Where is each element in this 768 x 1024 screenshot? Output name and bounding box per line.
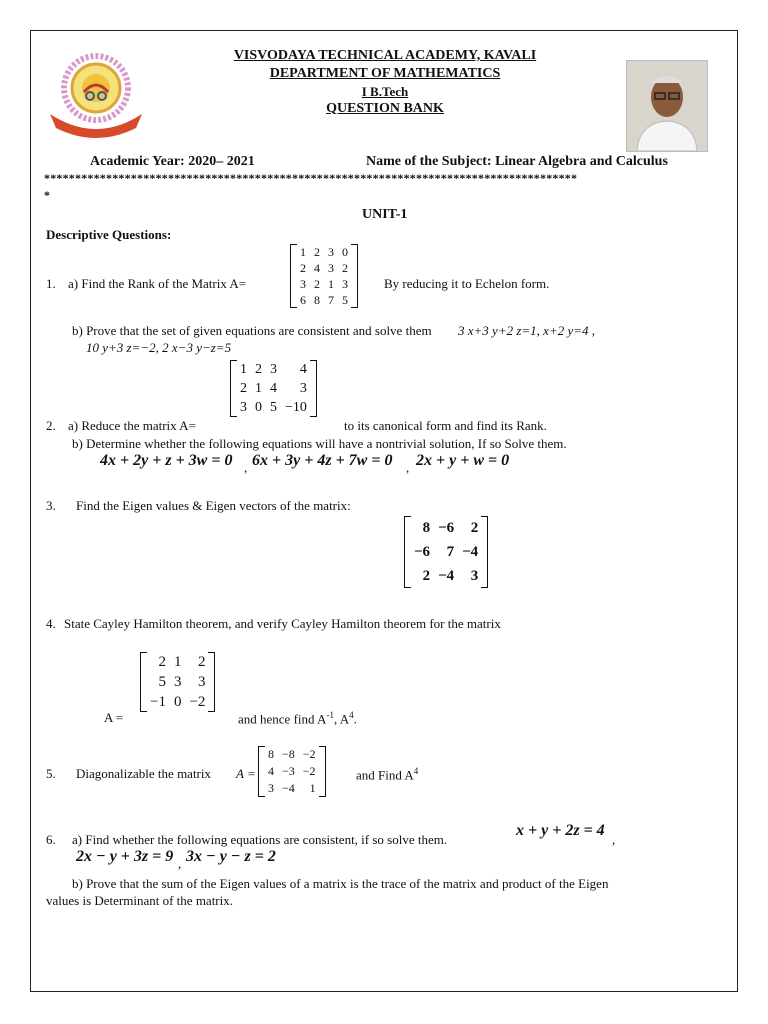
q3-matrix-cell-1-1: 7 (446, 544, 455, 560)
q2-matrix-cell-2-1: 0 (255, 400, 262, 415)
q1-matrix-cell-0-3: 0 (342, 245, 348, 259)
q4-matrix-cell-2-1: 0 (173, 694, 182, 710)
q2-matrix (236, 360, 311, 417)
q3-number: 3. (46, 498, 56, 513)
college-emblem-icon (44, 48, 148, 140)
q4-matrix-cell-1-1: 3 (173, 674, 182, 690)
q4-matrix-bracket-right (208, 652, 215, 712)
q5-matrix-cell-0-2: −2 (302, 747, 316, 761)
q1b-equation-2: 10 y+3 z=−2, 2 x−3 y−z=5 (86, 340, 232, 355)
q1-matrix-cell-3-3: 5 (342, 293, 348, 307)
q6-number: 6. (46, 832, 56, 847)
q5-number: 5. (46, 766, 56, 781)
q2b-comma-1: , (244, 460, 248, 475)
q3-matrix-bracket-right (481, 516, 488, 588)
q4-a-label: A = (104, 710, 124, 725)
q5-matrix-cell-1-0: 4 (268, 764, 274, 778)
q6a-equation-1: x + y + 2z = 4 (516, 822, 605, 839)
subject-name: Name of the Subject: Linear Algebra and Calculus (366, 154, 668, 169)
q1a-after: By reducing it to Echelon form. (384, 276, 550, 291)
q1-matrix-cell-2-1: 2 (314, 277, 320, 291)
q3-matrix-cell-1-2: −4 (462, 544, 479, 560)
academic-year: Academic Year: 2020– 2021 (90, 154, 255, 169)
q4-number: 4. (46, 616, 56, 631)
q4-matrix-cell-0-0: 2 (158, 654, 166, 670)
q4-matrix-cell-1-0: 5 (158, 674, 166, 690)
q2-matrix-cell-1-2: 4 (270, 381, 277, 396)
q5-matrix-cell-2-0: 3 (268, 781, 274, 795)
q1-matrix-cell-2-3: 3 (342, 277, 348, 291)
q5-matrix-bracket-right (319, 746, 326, 797)
q1b-equation-1: 3 x+3 y+2 z=1, x+2 y=4 , (458, 323, 596, 338)
q6a-comma-2: , (178, 856, 182, 871)
q2-matrix-cell-2-3: −10 (285, 400, 307, 415)
q1-matrix-cell-2-0: 3 (300, 277, 306, 291)
q5-matrix-cell-0-1: −8 (282, 747, 295, 761)
q1-matrix-cell-3-1: 8 (314, 293, 320, 307)
q4-matrix-cell-0-2: 2 (197, 654, 206, 670)
q1-matrix-bracket-right (351, 244, 358, 308)
q2-matrix-cell-0-3: 4 (299, 362, 307, 377)
q5-matrix-bracket-left (258, 746, 265, 797)
q6b-line-2: values is Determinant of the matrix. (46, 893, 234, 908)
q2b-text: b) Determine whether the following equations will have a nontrivial solution, If so Solve them. (72, 436, 567, 451)
q2-matrix-cell-1-0: 2 (240, 381, 247, 396)
q2b-equation-2: 6x + 3y + 4z + 7w = 0 (252, 452, 393, 469)
q2b-equation-1: 4x + 2y + z + 3w = 0 (100, 452, 233, 469)
q2a-after: to its canonical form and find its Rank. (344, 418, 547, 433)
q3-matrix-cell-0-1: −6 (438, 520, 455, 536)
q2-matrix-bracket-left (230, 360, 237, 417)
q2b-comma-2: , (406, 460, 410, 475)
q2-matrix-cell-1-1: 1 (255, 381, 262, 396)
q3-matrix-cell-2-1: −4 (438, 568, 455, 584)
q1-matrix-cell-1-3: 2 (342, 261, 348, 275)
q4-matrix-cell-2-2: −2 (189, 694, 206, 710)
q1a-text: a) Find the Rank of the Matrix A= (68, 276, 247, 291)
q5-matrix-cell-0-0: 8 (268, 747, 274, 761)
q1-matrix-cell-2-2: 1 (328, 277, 334, 291)
q4-after: and hence find $A^{-1}$, $A^4$. (238, 710, 357, 727)
q4-matrix (146, 652, 209, 712)
q1-matrix (296, 244, 352, 308)
q6a-equation-3: 3x − y − z = 2 (186, 848, 276, 865)
q6a-text: a) Find whether the following equations are consistent, if so solve them. (72, 832, 448, 847)
q4-matrix-cell-2-0: −1 (150, 694, 166, 710)
q3-matrix-cell-0-2: 2 (470, 520, 479, 536)
q5-matrix-cell-1-2: −2 (302, 764, 316, 778)
q5-a-label: A = (236, 766, 256, 781)
q3-matrix-cell-2-0: 2 (422, 568, 431, 584)
q3-matrix (410, 516, 482, 588)
q4-matrix-cell-1-2: 3 (197, 674, 206, 690)
q5-matrix-cell-2-2: 1 (309, 781, 316, 795)
q3-matrix-bracket-left (404, 516, 411, 588)
q2-matrix-cell-2-2: 5 (270, 400, 277, 415)
doc-type-title: QUESTION BANK (326, 101, 444, 116)
q2-number: 2. (46, 418, 56, 433)
q2-matrix-cell-0-2: 3 (270, 362, 277, 377)
q2a-text: a) Reduce the matrix A= (68, 418, 196, 433)
q2-matrix-cell-0-1: 2 (255, 362, 262, 377)
department-title: DEPARTMENT OF MATHEMATICS (269, 66, 501, 81)
q2b-equation-3: 2x + y + w = 0 (416, 452, 510, 469)
q2-matrix-cell-1-3: 3 (299, 381, 307, 396)
q5-matrix-cell-1-1: −3 (282, 764, 295, 778)
q2-matrix-bracket-right (310, 360, 317, 417)
q5-after: and Find $A^4$ (356, 766, 419, 783)
portrait-photo (626, 60, 708, 152)
q6b-line-1: b) Prove that the sum of the Eigen values of a matrix is the trace of the matrix and product of the Eigen (72, 876, 609, 891)
q1-matrix-cell-3-2: 7 (328, 293, 334, 307)
q1-matrix-cell-0-0: 1 (300, 245, 306, 259)
q2-matrix-cell-2-0: 3 (240, 400, 247, 415)
q1-matrix-bracket-left (290, 244, 297, 308)
q1-matrix-cell-3-0: 6 (300, 293, 306, 307)
q4-text: State Cayley Hamilton theorem, and verify Cayley Hamilton theorem for the matrix (64, 616, 501, 631)
institution-title: VISVODAYA TECHNICAL ACADEMY, KAVALI (233, 48, 537, 63)
section-heading: Descriptive Questions: (46, 227, 172, 242)
q1-matrix-cell-1-1: 4 (314, 261, 320, 275)
q4-matrix-bracket-left (140, 652, 147, 712)
q1-matrix-cell-0-1: 2 (314, 245, 320, 259)
q5-text: Diagonalizable the matrix (76, 766, 212, 781)
q3-matrix-cell-2-2: 3 (470, 568, 479, 584)
q4-matrix-cell-0-1: 1 (173, 654, 182, 670)
q1-matrix-cell-1-0: 2 (300, 261, 306, 275)
q5-matrix (264, 746, 320, 797)
unit-heading: UNIT-1 (362, 207, 408, 222)
star-divider: ************************************************************************************** (44, 171, 578, 185)
q6a-comma-1: , (612, 832, 616, 847)
q1-number: 1. (46, 276, 56, 291)
class-title: I B.Tech (361, 84, 409, 99)
q3-matrix-cell-1-0: −6 (414, 544, 431, 560)
q3-text: Find the Eigen values & Eigen vectors of the matrix: (76, 498, 351, 513)
q6a-equation-2: 2x − y + 3z = 9 (76, 848, 174, 865)
q1b-text: b) Prove that the set of given equations are consistent and solve them (72, 323, 432, 338)
q1-matrix-cell-0-2: 3 (328, 245, 334, 259)
q2-matrix-cell-0-0: 1 (240, 362, 247, 377)
star-divider-end: * (44, 188, 50, 202)
q3-matrix-cell-0-0: 8 (422, 520, 431, 536)
q1-matrix-cell-1-2: 3 (328, 261, 334, 275)
q5-matrix-cell-2-1: −4 (282, 781, 295, 795)
